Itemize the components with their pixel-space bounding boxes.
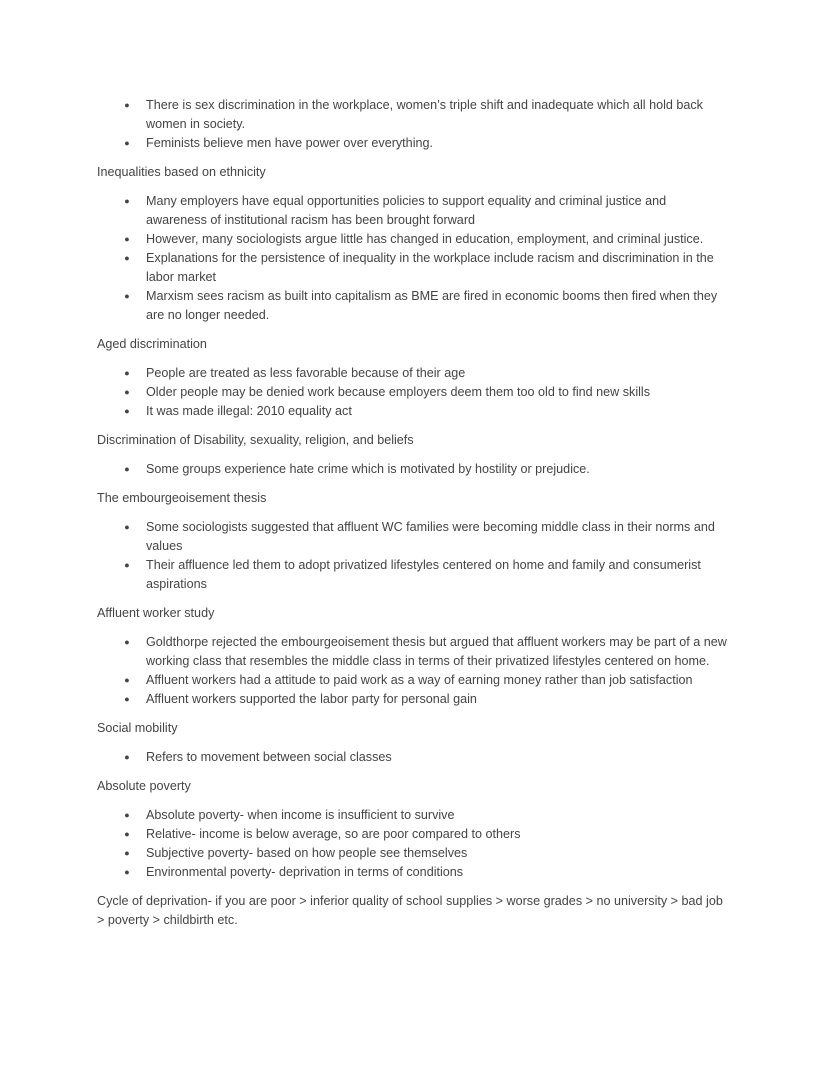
list-item-text: Relative- income is below average, so are poor compared to others (146, 827, 521, 841)
list-item (97, 556, 730, 594)
bullet-list (97, 748, 730, 767)
list-item-text: Subjective poverty- based on how people see themselves (146, 846, 468, 860)
bullet-icon: ● (124, 560, 130, 570)
section-ethnicity (97, 192, 730, 325)
list-item (97, 287, 730, 325)
list-item-text: Some groups experience hate crime which is motivated by hostility or prejudice. (146, 462, 590, 476)
bullet-list (97, 96, 730, 153)
bullet-list (97, 460, 730, 479)
bullet-icon: ● (124, 867, 130, 877)
list-item (97, 96, 730, 134)
list-item-text: Older people may be denied work because employers deem them too old to find new skills (146, 385, 651, 399)
list-item (97, 402, 730, 421)
bullet-icon: ● (124, 196, 130, 206)
bullet-list (97, 518, 730, 594)
list-item (97, 364, 730, 383)
section-heading: Aged discrimination (97, 337, 207, 351)
list-item-text: Many employers have equal opportunities policies to support equality and criminal justice and awareness of institutional racism has been brought forward (146, 194, 667, 227)
bullet-icon: ● (124, 387, 130, 397)
bullet-list (97, 192, 730, 325)
list-item-text: Goldthorpe rejected the embourgeoisement thesis but argued that affluent workers may be part of a new working class that resembles the middle class in terms of their privatized lifestyles centered on home. (146, 635, 727, 668)
list-item-text: However, many sociologists argue little has changed in education, employment, and criminal justice. (146, 232, 704, 246)
list-item (97, 249, 730, 287)
list-item-text: People are treated as less favorable because of their age (146, 366, 466, 380)
list-item (97, 806, 730, 825)
section-poverty (97, 806, 730, 882)
list-item (97, 134, 730, 153)
section-affluent-worker (97, 633, 730, 709)
list-item (97, 671, 730, 690)
section-gender (97, 96, 730, 153)
bullet-icon: ● (124, 752, 130, 762)
bullet-icon: ● (124, 100, 130, 110)
section-embourgeoisement (97, 518, 730, 594)
list-item-text: Marxism sees racism as built into capitalism as BME are fired in economic booms then fired when they are no longer needed. (146, 289, 718, 322)
section-social-mobility (97, 748, 730, 767)
bullet-icon: ● (124, 694, 130, 704)
bullet-list (97, 364, 730, 421)
section-heading: Discrimination of Disability, sexuality, religion, and beliefs (97, 433, 414, 447)
list-item-text: Some sociologists suggested that affluent WC families were becoming middle class in their norms and values (146, 520, 715, 553)
section-heading: Inequalities based on ethnicity (97, 165, 266, 179)
section-heading: Social mobility (97, 721, 178, 735)
bullet-icon: ● (124, 637, 130, 647)
list-item (97, 518, 730, 556)
list-item-text: Their affluence led them to adopt privatized lifestyles centered on home and family and consumerist aspirations (146, 558, 701, 591)
list-item (97, 460, 730, 479)
list-item (97, 383, 730, 402)
list-item-text: Refers to movement between social classes (146, 750, 392, 764)
list-item (97, 825, 730, 844)
list-item-text: Environmental poverty- deprivation in terms of conditions (146, 865, 464, 879)
list-item-text: Explanations for the persistence of inequality in the workplace include racism and discrimination in the labor market (146, 251, 714, 284)
bullet-icon: ● (124, 522, 130, 532)
bullet-icon: ● (124, 291, 130, 301)
closing-paragraph: Cycle of deprivation- if you are poor > inferior quality of school supplies > worse grades > no university > bad job > poverty > childbirth etc. (97, 894, 723, 927)
list-item (97, 690, 730, 709)
bullet-icon: ● (124, 829, 130, 839)
list-item-text: Affluent workers had a attitude to paid work as a way of earning money rather than job satisfaction (146, 673, 693, 687)
section-age (97, 364, 730, 421)
section-heading: Absolute poverty (97, 779, 191, 793)
list-item (97, 192, 730, 230)
bullet-icon: ● (124, 848, 130, 858)
list-item-text: It was made illegal: 2010 equality act (146, 404, 352, 418)
bullet-icon: ● (124, 810, 130, 820)
list-item (97, 633, 730, 671)
list-item-text: There is sex discrimination in the workplace, women’s triple shift and inadequate which all hold back women in society. (146, 98, 703, 131)
bullet-icon: ● (124, 406, 130, 416)
bullet-icon: ● (124, 464, 130, 474)
bullet-icon: ● (124, 675, 130, 685)
list-item (97, 230, 730, 249)
list-item (97, 863, 730, 882)
bullet-icon: ● (124, 138, 130, 148)
list-item-text: Absolute poverty- when income is insufficient to survive (146, 808, 455, 822)
section-disability (97, 460, 730, 479)
bullet-list (97, 806, 730, 882)
list-item-text: Feminists believe men have power over everything. (146, 136, 433, 150)
list-item (97, 748, 730, 767)
section-heading: The embourgeoisement thesis (97, 491, 267, 505)
list-item (97, 844, 730, 863)
bullet-icon: ● (124, 368, 130, 378)
bullet-icon: ● (124, 253, 130, 263)
list-item-text: Affluent workers supported the labor party for personal gain (146, 692, 477, 706)
section-heading: Affluent worker study (97, 606, 215, 620)
bullet-list (97, 633, 730, 709)
bullet-icon: ● (124, 234, 130, 244)
